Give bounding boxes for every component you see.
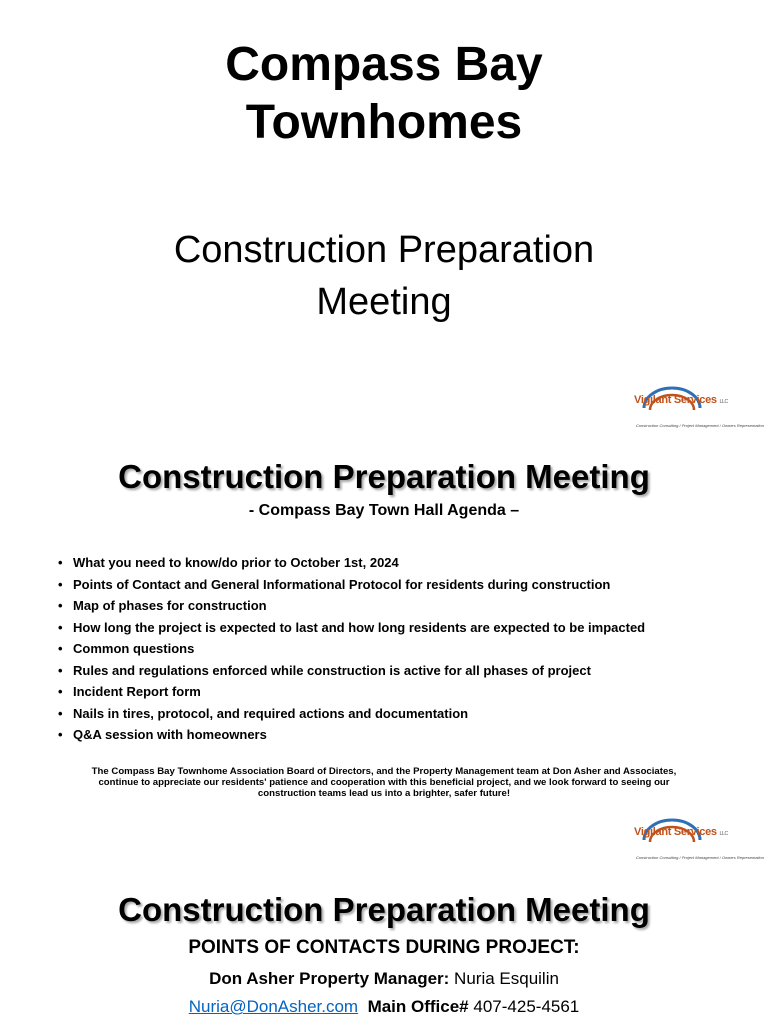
contacts-slide [0, 816, 768, 1024]
closing-line-3: construction teams lead us into a brighter, safer future! [257, 788, 511, 799]
logo-name: Vigilant Services LLC [634, 826, 728, 838]
office-label: Main Office# [367, 997, 469, 1016]
vigilant-services-logo [612, 816, 764, 868]
slide-subtitle [0, 224, 768, 328]
agenda-item: • Q&A session with homeowners [56, 724, 756, 746]
property-manager-line [0, 965, 768, 993]
agenda-item: • Points of Contact and General Informational Protocol for residents during construction [56, 574, 756, 596]
slide-title: Construction Preparation Meeting [118, 458, 650, 495]
agenda-item: • Incident Report form [56, 681, 756, 703]
slide-title [0, 36, 768, 152]
slide-title: Construction Preparation Meeting [118, 891, 650, 928]
logo-name: Vigilant Services LLC [634, 394, 728, 406]
agenda-item: • Map of phases for construction [56, 595, 756, 617]
contacts-heading: POINTS OF CONTACTS DURING PROJECT: [188, 937, 580, 958]
title-line-1: Compass Bay [225, 38, 543, 91]
agenda-slide [0, 384, 768, 816]
agenda-item: • How long the project is expected to last and how long residents are expected to be impacted [56, 617, 756, 639]
subtitle-line-2: Meeting [316, 281, 452, 323]
email-link[interactable]: Nuria@DonAsher.com [188, 997, 359, 1016]
pm-name: Nuria Esquilin [454, 969, 559, 988]
agenda-item: • Common questions [56, 638, 756, 660]
office-phone: 407-425-4561 [473, 997, 580, 1016]
closing-line-1: The Compass Bay Townhome Association Board of Directors, and the Property Management team at Don Asher and Associates, [91, 766, 677, 777]
subtitle-line-1: Construction Preparation [173, 229, 595, 271]
agenda-list [56, 552, 756, 746]
agenda-item: • What you need to know/do prior to October 1st, 2024 [56, 552, 756, 574]
closing-note [40, 766, 728, 799]
agenda-item: • Rules and regulations enforced while construction is active for all phases of project [56, 660, 756, 682]
vigilant-services-logo [612, 384, 764, 436]
agenda-subtitle: - Compass Bay Town Hall Agenda – [248, 502, 520, 519]
agenda-item: • Nails in tires, protocol, and required actions and documentation [56, 703, 756, 725]
contact-line [0, 993, 768, 1021]
logo-tagline: Construction Consulting / Project Management / Owners Representation [635, 855, 764, 860]
title-slide [0, 0, 768, 384]
pm-label: Don Asher Property Manager: [209, 969, 450, 988]
title-line-2: Townhomes [245, 96, 523, 149]
logo-tagline: Construction Consulting / Project Management / Owners Representation [635, 423, 764, 428]
closing-line-2: continue to appreciate our residents' patience and cooperation with this beneficial project, and we look forward to seeing our [98, 777, 670, 788]
